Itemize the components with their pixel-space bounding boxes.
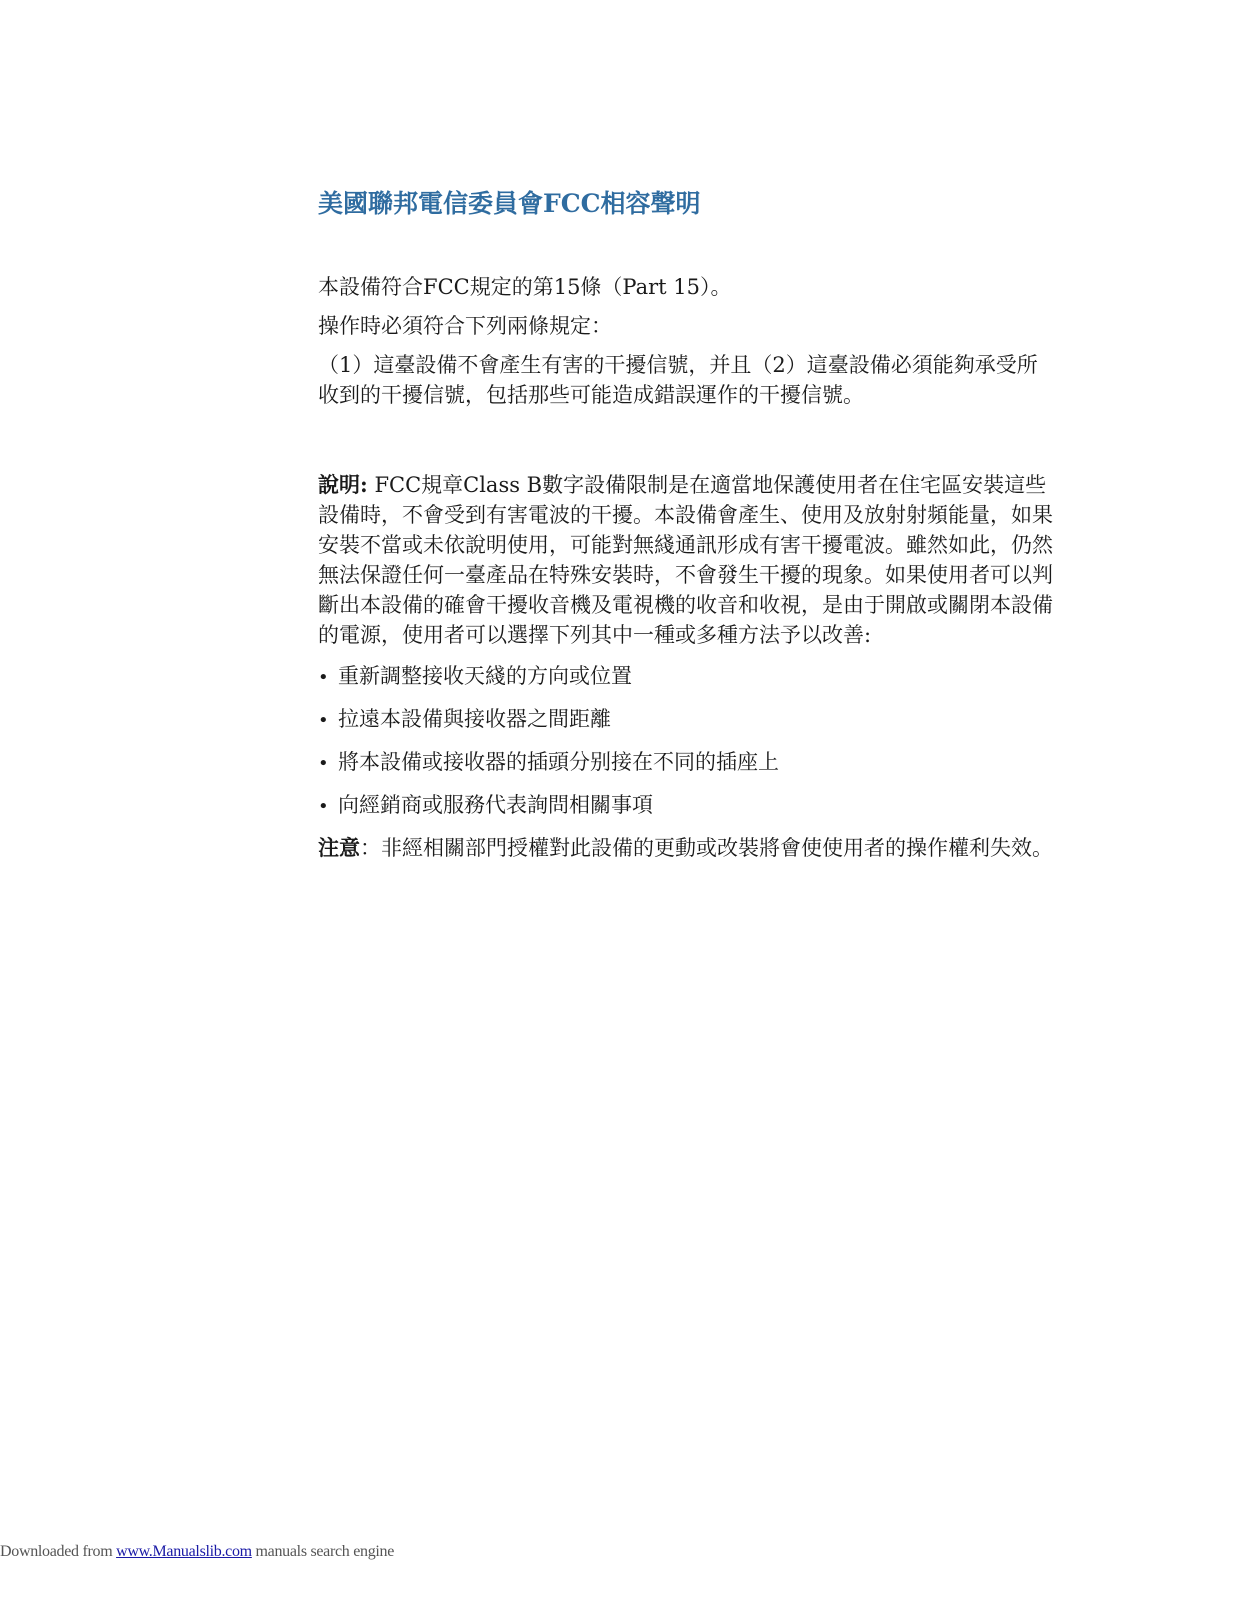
page-title: 美國聯邦電信委員會FCC相容聲明 (318, 189, 701, 218)
list-item (318, 747, 1058, 779)
bullet-icon: • (318, 667, 329, 688)
footer-suffix: manuals search engine (251, 1543, 395, 1560)
remedy-list (318, 661, 1058, 822)
list-item (318, 790, 1058, 822)
manualslib-link[interactable]: www.Manualslib.com (116, 1543, 252, 1560)
conditions-paragraph: （1）這臺設備不會產生有害的干擾信號，并且（2）這臺設備必須能夠承受所收到的干擾信號，包括那些可能造成錯誤運作的干擾信號。 (318, 353, 1038, 407)
note-paragraph (318, 470, 1058, 650)
list-item-text: 向經銷商或服務代表詢問相關事項 (338, 793, 653, 817)
download-footer (0, 1541, 394, 1563)
footer-prefix: Downloaded from (0, 1543, 117, 1560)
list-item (318, 704, 1058, 736)
list-item-text: 將本設備或接收器的插頭分别接在不同的插座上 (338, 750, 779, 774)
bullet-icon: • (318, 710, 329, 731)
list-item-text: 拉遠本設備與接收器之間距離 (338, 707, 611, 731)
list-item (318, 661, 1058, 693)
bullet-icon: • (318, 753, 329, 774)
list-item-text: 重新調整接收天綫的方向或位置 (338, 664, 632, 688)
caution-label: 注意 (318, 835, 360, 860)
note-label: 說明: (318, 472, 368, 497)
caution-paragraph (318, 833, 1058, 863)
document-body (318, 272, 1058, 863)
intro-line-1: 本設備符合FCC規定的第15條（Part 15）。 (318, 275, 732, 299)
section-spacer (318, 410, 1058, 470)
bullet-icon: • (318, 796, 329, 817)
note-text: FCC規章Class B數字設備限制是在適當地保護使用者在住宅區安裝這些設備時，不會受到有害電波的干擾。本設備會產生、使用及放射射頻能量，如果安裝不當或未依說明使用，可能對無綫通訊形成有害干擾電波。雖然如此，仍然無法保證任何一臺產品在特殊安裝時，不會發生干擾的現象。如果使用者可以判斷出本設備的確會干擾收音機及電視機的收音和收視，是由于開啟或關閉本設備的電源，使用者可以選擇下列其中一種或多種方法予以改善: (318, 473, 1053, 647)
caution-text: ：非經相關部門授權對此設備的更動或改裝將會使使用者的操作權利失效。 (360, 836, 1053, 860)
intro-line-2: 操作時必須符合下列兩條規定： (318, 314, 612, 338)
